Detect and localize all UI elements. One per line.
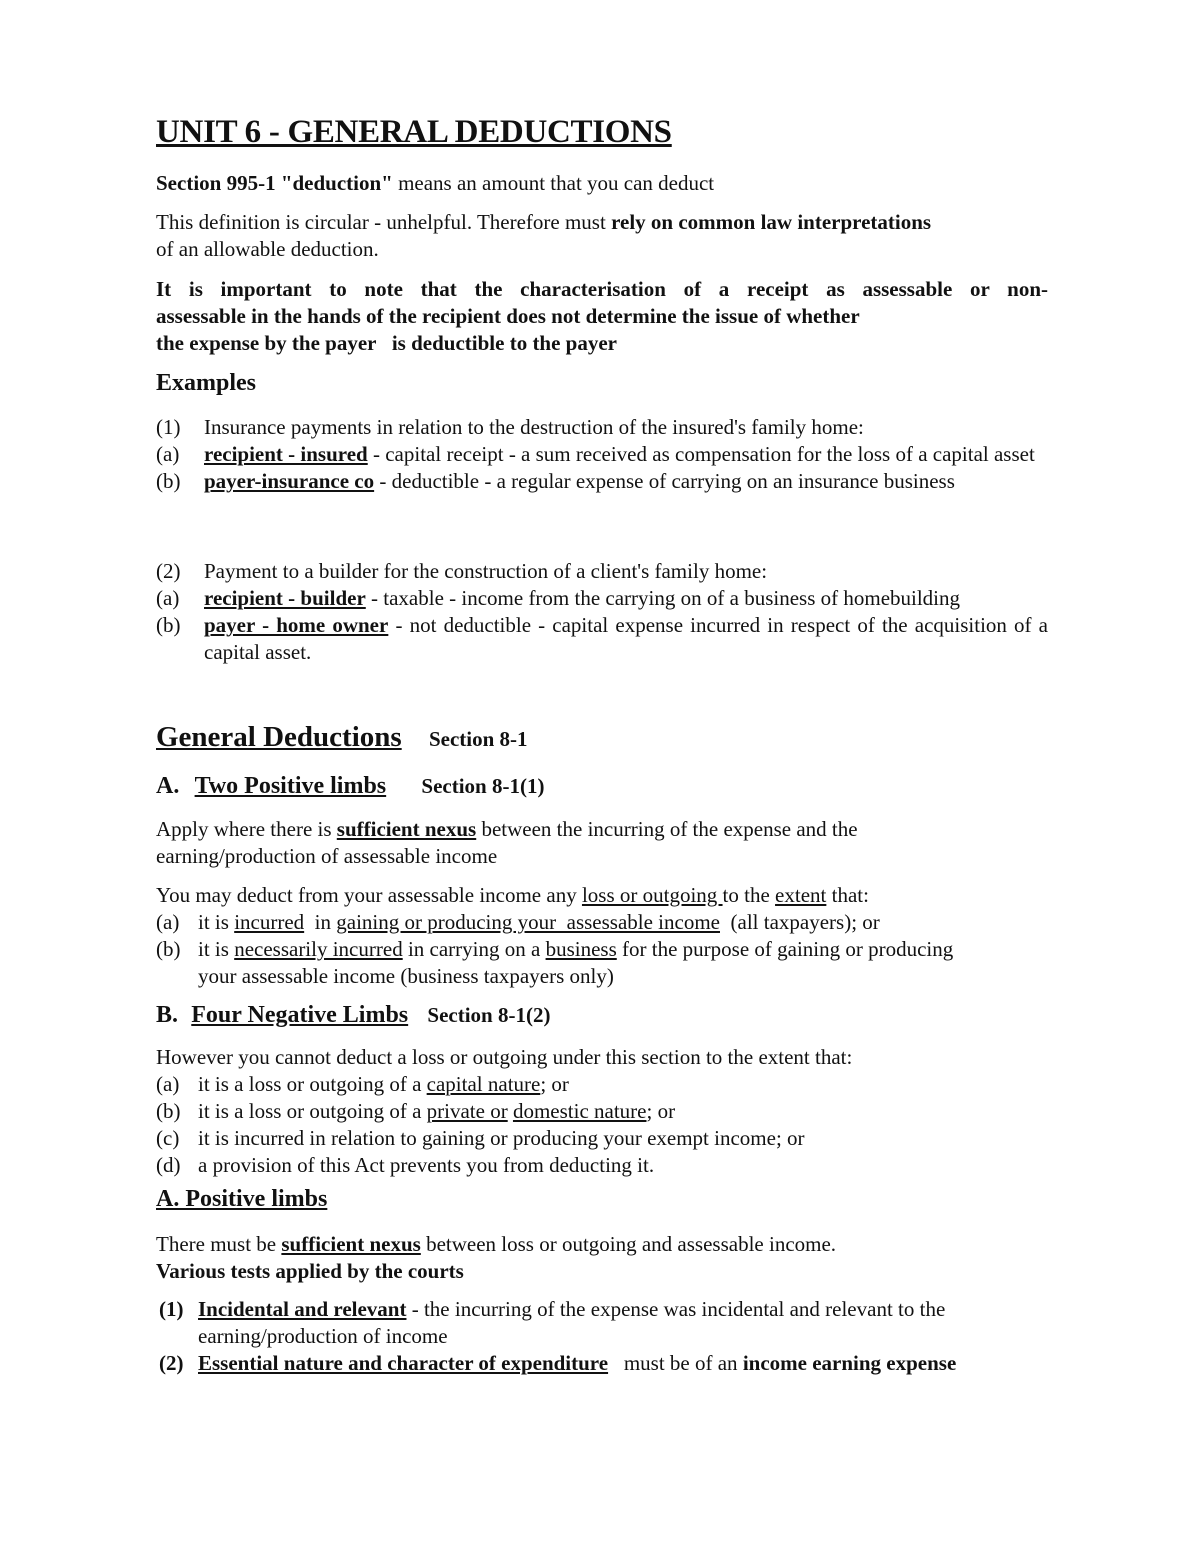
- may-text-e: that:: [826, 883, 869, 907]
- positive-item-a-p3: (all taxpayers); or: [720, 910, 880, 934]
- definition-paragraph: [156, 170, 1048, 197]
- test-2-bold: income earning expense: [742, 1351, 957, 1375]
- negative-a-u1: capital nature: [426, 1072, 541, 1096]
- positive-item-a-u1: incurred: [234, 910, 305, 934]
- may-deduct-paragraph: [156, 882, 1048, 990]
- tests-list: [156, 1296, 1048, 1377]
- negative-limbs-list: [156, 1044, 1048, 1179]
- negative-c-mark: (c): [156, 1126, 180, 1150]
- example-2: [156, 558, 1048, 666]
- apply-text-a: Apply where there is: [156, 817, 337, 841]
- positive-item-b-p1: it is: [198, 937, 235, 961]
- positive-item-a-p1: it is: [198, 910, 235, 934]
- positive-item-b-p2: in carrying on a: [402, 937, 546, 961]
- example-1b-mark: (b): [156, 469, 181, 493]
- positive-item-a-u2: gaining or producing your assessable income: [336, 910, 720, 934]
- page-title: UNIT 6 - GENERAL DEDUCTIONS: [156, 114, 672, 150]
- negative-a-mark: (a): [156, 1072, 180, 1096]
- apply-nexus: sufficient nexus: [336, 817, 477, 841]
- apply-paragraph: [156, 816, 1048, 870]
- negative-c-text: it is incurred in relation to gaining or producing your exempt income; or: [198, 1126, 805, 1150]
- circular-text-a: This definition is circular - unhelpful. Therefore must: [156, 210, 612, 234]
- example-1a-text: - capital receipt - a sum received as compensation for the loss of a capital asset: [367, 442, 1035, 466]
- negative-b-u1: private or: [426, 1099, 508, 1123]
- circular-paragraph: [156, 209, 1048, 263]
- nexus-paragraph: [156, 1231, 1048, 1285]
- may-loss-outgoing: loss or outgoing: [581, 883, 723, 907]
- example-2-number: (2): [156, 559, 181, 583]
- tests-heading: Various tests applied by the courts: [156, 1259, 464, 1283]
- positive-heading: Two Positive limbs: [194, 773, 387, 799]
- positive-item-a-mark: (a): [156, 910, 180, 934]
- example-1a-mark: (a): [156, 442, 180, 466]
- may-extent: extent: [775, 883, 827, 907]
- general-deductions-section: Section 8-1: [428, 727, 528, 751]
- circular-bold: rely on common law interpretations: [611, 210, 932, 234]
- negative-section: Section 8-1(2): [427, 1003, 551, 1027]
- example-2b-term: payer - home owner: [204, 613, 389, 637]
- example-1: [156, 414, 1048, 495]
- positive-letter: A.: [156, 773, 180, 799]
- example-2b-text: - not deductible - capital expense incurred in respect of the acquisition of a capital asset.: [204, 613, 1048, 664]
- example-2a-term: recipient - builder: [204, 586, 366, 610]
- negative-letter: B.: [156, 1002, 179, 1028]
- important-line-2: assessable in the hands of the recipient does not determine the issue of whether: [156, 304, 860, 328]
- negative-d-text: a provision of this Act prevents you from deducting it.: [198, 1153, 655, 1177]
- positive-item-b-u1: necessarily incurred: [234, 937, 403, 961]
- may-text-a: You may deduct from your assessable income any: [156, 883, 582, 907]
- test-1-text: - the incurring of the expense was incidental and relevant to the earning/production of income: [198, 1297, 946, 1348]
- nexus-text-c: between loss or outgoing and assessable income.: [420, 1232, 837, 1256]
- example-1-text: Insurance payments in relation to the destruction of the insured's family home:: [204, 415, 864, 439]
- may-text-c: to the: [722, 883, 776, 907]
- positive-item-b-u2: business: [545, 937, 617, 961]
- example-2-text: Payment to a builder for the construction of a client's family home:: [204, 559, 768, 583]
- positive-section: Section 8-1(1): [421, 774, 545, 798]
- definition-section: Section 995-1 "deduction": [156, 171, 393, 195]
- example-1a-term: recipient - insured: [204, 442, 368, 466]
- test-1-number: (1): [159, 1297, 184, 1321]
- negative-b-u2: domestic nature: [512, 1099, 647, 1123]
- positive-item-b-p3: for the purpose of gaining or producing your assessable income (business taxpayers only): [198, 937, 954, 988]
- nexus-bold: sufficient nexus: [281, 1232, 421, 1256]
- general-deductions-heading-row: [156, 718, 1048, 758]
- test-2-text: must be of an: [608, 1351, 743, 1375]
- example-1-number: (1): [156, 415, 181, 439]
- negative-b-mark: (b): [156, 1099, 181, 1123]
- circular-text-c: of an allowable deduction.: [156, 237, 379, 261]
- general-deductions-heading: General Deductions: [156, 721, 402, 753]
- definition-text: means an amount that you can deduct: [392, 171, 715, 195]
- important-paragraph: [156, 276, 1048, 357]
- negative-a-p2: ; or: [540, 1072, 569, 1096]
- example-2b-mark: (b): [156, 613, 181, 637]
- positive-limbs-heading-row: [156, 771, 1048, 801]
- positive-limbs-heading: A. Positive limbs: [156, 1186, 328, 1212]
- apply-text-c: between the incurring of the expense and the earning/production of assessable income: [156, 817, 858, 868]
- nexus-text-a: There must be: [156, 1232, 282, 1256]
- example-2a-text: - taxable - income from the carrying on of a business of homebuilding: [365, 586, 961, 610]
- examples-heading: Examples: [156, 370, 257, 396]
- example-1b-term: payer-insurance co: [204, 469, 375, 493]
- negative-a-p1: it is a loss or outgoing of a: [198, 1072, 427, 1096]
- important-line-1: It is important to note that the characterisation of a receipt as assessable or non-: [156, 277, 1048, 301]
- positive-item-a-p2: in: [304, 910, 337, 934]
- negative-limbs-heading-row: [156, 1000, 1048, 1030]
- test-2-term: Essential nature and character of expenditure: [198, 1351, 609, 1375]
- negative-b-p3: ; or: [646, 1099, 676, 1123]
- negative-intro: However you cannot deduct a loss or outgoing under this section to the extent that:: [156, 1045, 853, 1069]
- test-1-term: Incidental and relevant: [198, 1297, 407, 1321]
- important-line-3: the expense by the payer is deductible to the payer: [156, 331, 618, 355]
- negative-heading: Four Negative Limbs: [191, 1002, 409, 1028]
- negative-b-p1: it is a loss or outgoing of a: [198, 1099, 427, 1123]
- negative-d-mark: (d): [156, 1153, 181, 1177]
- positive-item-b-mark: (b): [156, 937, 181, 961]
- example-2a-mark: (a): [156, 586, 180, 610]
- test-2-number: (2): [159, 1351, 184, 1375]
- example-1b-text: - deductible - a regular expense of carrying on an insurance business: [374, 469, 955, 493]
